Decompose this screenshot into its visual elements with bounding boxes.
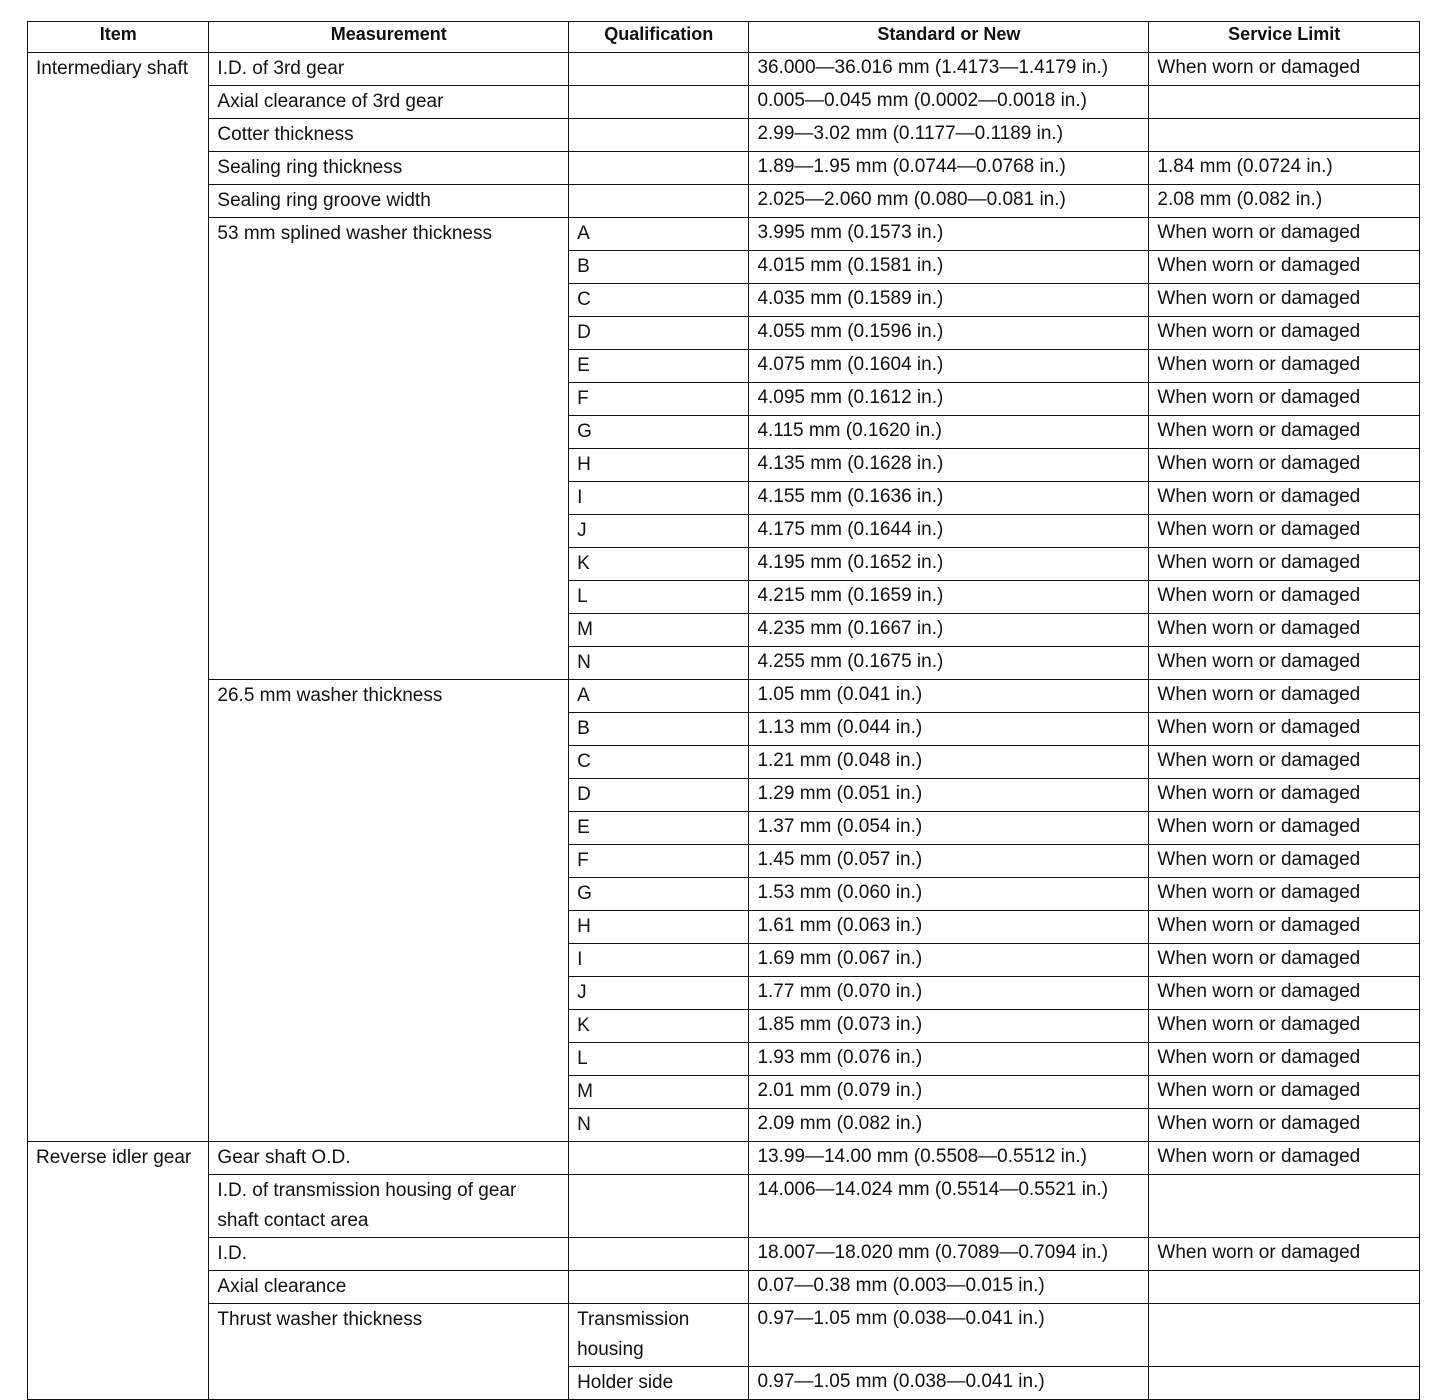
qualification-cell: F [569, 845, 749, 878]
qualification-cell: K [569, 548, 749, 581]
standard-cell: 0.005—0.045 mm (0.0002—0.0018 in.) [749, 86, 1149, 119]
service-limit-cell: When worn or damaged [1149, 713, 1420, 746]
no-limit-dash [1157, 1367, 1215, 1396]
no-limit-dash [1157, 1175, 1215, 1204]
service-limit-cell: When worn or damaged [1149, 449, 1420, 482]
service-limit-cell: When worn or damaged [1149, 284, 1420, 317]
qualification-cell: H [569, 449, 749, 482]
standard-cell: 4.095 mm (0.1612 in.) [749, 383, 1149, 416]
standard-cell: 1.53 mm (0.060 in.) [749, 878, 1149, 911]
service-limit-cell [1149, 86, 1420, 119]
table-row [28, 86, 1420, 119]
service-limit-cell: When worn or damaged [1149, 1010, 1420, 1043]
standard-cell: 0.07—0.38 mm (0.003—0.015 in.) [749, 1271, 1149, 1304]
service-limit-cell: When worn or damaged [1149, 680, 1420, 713]
qualification-cell: G [569, 416, 749, 449]
measurement-cell: Gear shaft O.D. [209, 1142, 569, 1175]
no-limit-dash [1157, 1271, 1215, 1300]
spec-table [27, 21, 1420, 1400]
standard-cell: 4.055 mm (0.1596 in.) [749, 317, 1149, 350]
standard-cell: 2.09 mm (0.082 in.) [749, 1109, 1149, 1142]
service-limit-cell: When worn or damaged [1149, 911, 1420, 944]
qualification-cell: Transmission housing [569, 1304, 749, 1367]
service-limit-cell: When worn or damaged [1149, 350, 1420, 383]
service-limit-cell: When worn or damaged [1149, 1238, 1420, 1271]
standard-cell: 1.85 mm (0.073 in.) [749, 1010, 1149, 1043]
header-service-limit: Service Limit [1149, 22, 1420, 53]
measurement-cell: I.D. of transmission housing of gear shaft contact area [209, 1175, 569, 1238]
standard-cell: 1.05 mm (0.041 in.) [749, 680, 1149, 713]
measurement-cell: 53 mm splined washer thickness [209, 218, 569, 680]
qualification-cell: M [569, 614, 749, 647]
qualification-cell [569, 185, 749, 218]
service-limit-cell [1149, 1304, 1420, 1367]
table-row [28, 119, 1420, 152]
standard-cell: 1.37 mm (0.054 in.) [749, 812, 1149, 845]
qualification-cell: N [569, 1109, 749, 1142]
standard-cell: 18.007—18.020 mm (0.7089—0.7094 in.) [749, 1238, 1149, 1271]
service-limit-cell: When worn or damaged [1149, 218, 1420, 251]
service-limit-cell: When worn or damaged [1149, 1109, 1420, 1142]
service-limit-cell [1149, 1175, 1420, 1238]
measurement-cell: Cotter thickness [209, 119, 569, 152]
table-row [28, 152, 1420, 185]
measurement-cell: Axial clearance [209, 1271, 569, 1304]
header-standard: Standard or New [749, 22, 1149, 53]
standard-cell: 1.89—1.95 mm (0.0744—0.0768 in.) [749, 152, 1149, 185]
qualification-cell: H [569, 911, 749, 944]
qualification-cell: L [569, 1043, 749, 1076]
measurement-cell: Sealing ring groove width [209, 185, 569, 218]
service-limit-cell: When worn or damaged [1149, 812, 1420, 845]
service-limit-cell: When worn or damaged [1149, 746, 1420, 779]
measurement-cell: I.D. of 3rd gear [209, 53, 569, 86]
table-row [28, 1175, 1420, 1238]
service-limit-cell: When worn or damaged [1149, 614, 1420, 647]
qualification-cell: N [569, 647, 749, 680]
qualification-cell [569, 1238, 749, 1271]
service-limit-cell [1149, 1271, 1420, 1304]
standard-cell: 14.006—14.024 mm (0.5514—0.5521 in.) [749, 1175, 1149, 1238]
measurement-cell: 26.5 mm washer thickness [209, 680, 569, 1142]
standard-cell: 2.025—2.060 mm (0.080—0.081 in.) [749, 185, 1149, 218]
qualification-cell: G [569, 878, 749, 911]
table-body [28, 53, 1420, 1400]
standard-cell: 1.61 mm (0.063 in.) [749, 911, 1149, 944]
qualification-cell: C [569, 746, 749, 779]
standard-cell: 4.195 mm (0.1652 in.) [749, 548, 1149, 581]
header-item: Item [28, 22, 209, 53]
standard-cell: 0.97—1.05 mm (0.038—0.041 in.) [749, 1367, 1149, 1400]
qualification-cell: I [569, 944, 749, 977]
standard-cell: 2.01 mm (0.079 in.) [749, 1076, 1149, 1109]
measurement-cell: Sealing ring thickness [209, 152, 569, 185]
qualification-cell [569, 119, 749, 152]
standard-cell: 4.155 mm (0.1636 in.) [749, 482, 1149, 515]
standard-cell: 1.77 mm (0.070 in.) [749, 977, 1149, 1010]
service-limit-cell: When worn or damaged [1149, 548, 1420, 581]
table-row [28, 185, 1420, 218]
service-limit-cell: When worn or damaged [1149, 845, 1420, 878]
standard-cell: 4.255 mm (0.1675 in.) [749, 647, 1149, 680]
item-cell: Intermediary shaft [28, 53, 209, 1142]
service-limit-cell: When worn or damaged [1149, 251, 1420, 284]
standard-cell: 2.99—3.02 mm (0.1177—0.1189 in.) [749, 119, 1149, 152]
standard-cell: 36.000—36.016 mm (1.4173—1.4179 in.) [749, 53, 1149, 86]
standard-cell: 1.93 mm (0.076 in.) [749, 1043, 1149, 1076]
qualification-cell: C [569, 284, 749, 317]
no-limit-dash [1157, 119, 1215, 148]
table-row [28, 1304, 1420, 1367]
measurement-cell: Axial clearance of 3rd gear [209, 86, 569, 119]
standard-cell: 1.21 mm (0.048 in.) [749, 746, 1149, 779]
service-limit-cell: 2.08 mm (0.082 in.) [1149, 185, 1420, 218]
no-limit-dash [1157, 1304, 1215, 1333]
standard-cell: 4.235 mm (0.1667 in.) [749, 614, 1149, 647]
standard-cell: 1.69 mm (0.067 in.) [749, 944, 1149, 977]
qualification-cell [569, 1271, 749, 1304]
qualification-cell: K [569, 1010, 749, 1043]
qualification-cell: J [569, 977, 749, 1010]
header-row [28, 22, 1420, 53]
qualification-cell: B [569, 713, 749, 746]
table-row [28, 680, 1420, 713]
service-limit-cell: When worn or damaged [1149, 53, 1420, 86]
header-measurement: Measurement [209, 22, 569, 53]
qualification-cell: D [569, 779, 749, 812]
service-limit-cell: When worn or damaged [1149, 1043, 1420, 1076]
standard-cell: 4.115 mm (0.1620 in.) [749, 416, 1149, 449]
qualification-cell: A [569, 680, 749, 713]
service-limit-cell: When worn or damaged [1149, 383, 1420, 416]
standard-cell: 4.135 mm (0.1628 in.) [749, 449, 1149, 482]
service-limit-cell: When worn or damaged [1149, 1076, 1420, 1109]
standard-cell: 4.175 mm (0.1644 in.) [749, 515, 1149, 548]
standard-cell: 1.13 mm (0.044 in.) [749, 713, 1149, 746]
standard-cell: 1.45 mm (0.057 in.) [749, 845, 1149, 878]
service-limit-cell: When worn or damaged [1149, 779, 1420, 812]
service-limit-cell [1149, 1367, 1420, 1400]
standard-cell: 0.97—1.05 mm (0.038—0.041 in.) [749, 1304, 1149, 1367]
service-limit-cell: When worn or damaged [1149, 977, 1420, 1010]
qualification-cell: E [569, 812, 749, 845]
qualification-cell: A [569, 218, 749, 251]
standard-cell: 4.035 mm (0.1589 in.) [749, 284, 1149, 317]
measurement-cell: I.D. [209, 1238, 569, 1271]
qualification-cell [569, 53, 749, 86]
standard-cell: 4.215 mm (0.1659 in.) [749, 581, 1149, 614]
table-row [28, 1142, 1420, 1175]
qualification-cell: M [569, 1076, 749, 1109]
service-limit-cell: When worn or damaged [1149, 482, 1420, 515]
table-row [28, 1238, 1420, 1271]
qualification-cell [569, 152, 749, 185]
qualification-cell [569, 1175, 749, 1238]
item-cell: Reverse idler gear [28, 1142, 209, 1400]
qualification-cell: D [569, 317, 749, 350]
qualification-cell [569, 86, 749, 119]
service-limit-cell: 1.84 mm (0.0724 in.) [1149, 152, 1420, 185]
service-limit-cell: When worn or damaged [1149, 878, 1420, 911]
service-limit-cell: When worn or damaged [1149, 944, 1420, 977]
table-header [28, 22, 1420, 53]
table-row [28, 218, 1420, 251]
qualification-cell: F [569, 383, 749, 416]
header-qualification: Qualification [569, 22, 749, 53]
table-row [28, 1271, 1420, 1304]
qualification-cell: B [569, 251, 749, 284]
qualification-cell: L [569, 581, 749, 614]
standard-cell: 4.015 mm (0.1581 in.) [749, 251, 1149, 284]
service-limit-cell: When worn or damaged [1149, 581, 1420, 614]
service-limit-cell: When worn or damaged [1149, 1142, 1420, 1175]
qualification-cell: Holder side [569, 1367, 749, 1400]
qualification-cell: I [569, 482, 749, 515]
service-limit-cell: When worn or damaged [1149, 647, 1420, 680]
standard-cell: 1.29 mm (0.051 in.) [749, 779, 1149, 812]
standard-cell: 13.99—14.00 mm (0.5508—0.5512 in.) [749, 1142, 1149, 1175]
service-limit-cell [1149, 119, 1420, 152]
measurement-cell: Thrust washer thickness [209, 1304, 569, 1400]
no-limit-dash [1157, 86, 1215, 115]
service-limit-cell: When worn or damaged [1149, 317, 1420, 350]
service-limit-cell: When worn or damaged [1149, 416, 1420, 449]
table-row [28, 53, 1420, 86]
qualification-cell: J [569, 515, 749, 548]
standard-cell: 3.995 mm (0.1573 in.) [749, 218, 1149, 251]
service-limit-cell: When worn or damaged [1149, 515, 1420, 548]
qualification-cell: E [569, 350, 749, 383]
qualification-cell [569, 1142, 749, 1175]
standard-cell: 4.075 mm (0.1604 in.) [749, 350, 1149, 383]
